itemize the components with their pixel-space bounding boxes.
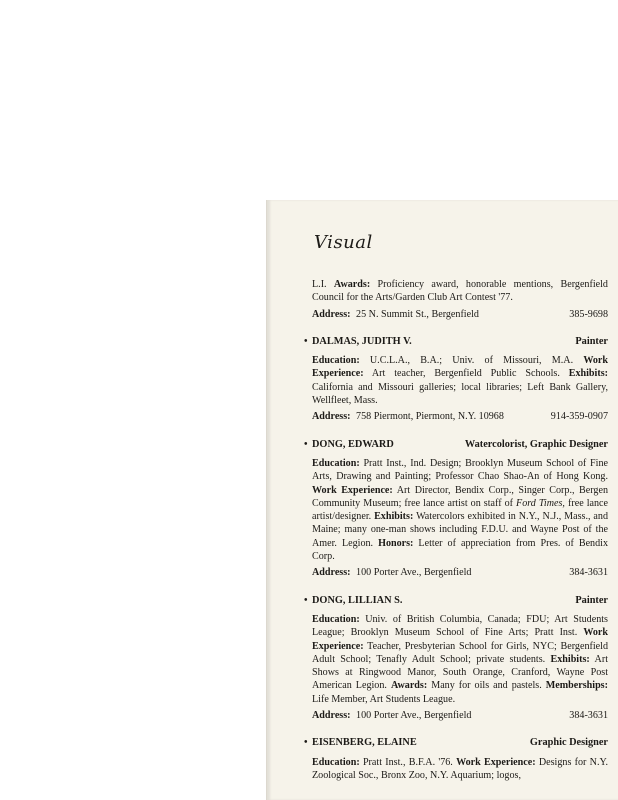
entry-role: Watercolorist, Graphic Designer xyxy=(464,438,608,450)
entry-header xyxy=(304,438,608,451)
entry-name-text: DONG, EDWARD xyxy=(312,438,394,450)
entry-description xyxy=(312,457,608,563)
entry-name xyxy=(304,335,412,348)
phone-number: 914-359-0907 xyxy=(550,411,608,423)
page-content xyxy=(304,278,609,782)
field-text: Designs for N.Y. Zoological Soc., Bronx Zoo, N.Y. Aquarium; logos, xyxy=(312,756,608,781)
address-value: 100 Porter Ave., Bergenfield xyxy=(353,710,472,722)
entry-header xyxy=(304,335,608,348)
field-text: Pratt Inst., B.F.A. '76. xyxy=(359,756,457,768)
intro-block xyxy=(312,278,608,321)
entry-description xyxy=(312,756,608,783)
phone-number: 385-9698 xyxy=(569,308,608,320)
section-title: Visual xyxy=(314,232,373,253)
field-label: Education: xyxy=(312,613,360,625)
field-text: Watercolors exhibited in N.Y., N.J., Mass., and Maine; many one-man shows including F.D.U. and Wayne Post of the Amer. Legion. xyxy=(312,511,608,549)
phone-number: 384-3631 xyxy=(569,710,608,722)
field-text: Pratt Inst., Ind. Design; Brooklyn Museum School of Fine Arts, Drawing and Painting; Professor Chao Shao-An of Hong Kong. xyxy=(312,457,608,483)
address-label: Address: xyxy=(312,710,351,722)
field-text: Univ. of British Columbia, Canada; FDU; Art Students League; Brooklyn Museum School of Fine Arts; Pratt Inst. xyxy=(312,613,608,639)
field-label: Awards: xyxy=(390,680,428,692)
entry-address-line xyxy=(312,709,608,722)
field-text: Letter of appreciation from Pres. of Bendix Corp. xyxy=(312,537,608,563)
field-text: free lance artist/designer. xyxy=(312,497,609,523)
field-text: Art Shows at Ringwood Manor, South Orange, Cranford, Wayne Post American Legion. xyxy=(312,653,608,692)
field-label: Memberships: xyxy=(545,680,608,692)
address-label: Address: xyxy=(312,308,351,320)
entry-name-text: EISENBERG, ELAINE xyxy=(312,737,417,749)
entry-role: Painter xyxy=(575,335,608,347)
field-text: L.I. xyxy=(312,279,334,290)
address-value: 25 N. Summit St., Bergenfield xyxy=(356,308,479,320)
field-text: Art teacher, Bergenfield Public Schools. xyxy=(363,368,569,380)
intro-paragraph xyxy=(312,278,608,305)
entry-address-line xyxy=(312,566,608,579)
field-text: Proficiency award, honorable mentions, Bergenfield Council for the Arts/Garden Club Art Contest '77. xyxy=(312,279,608,304)
field-label: Education: xyxy=(312,457,360,469)
directory-entry xyxy=(304,335,608,424)
entry-name-text: DALMAS, JUDITH V. xyxy=(312,335,412,347)
entry-role: Graphic Designer xyxy=(529,737,608,749)
italic-title: Ford Times, xyxy=(516,497,565,509)
field-text: Teacher, Presbyterian School for Girls, NYC; Bergenfield Adult School; Tenafly Adult School; private students. xyxy=(312,640,608,665)
field-text: U.C.L.A., B.A.; Univ. of Missouri, M.A. xyxy=(359,355,584,367)
entries-list xyxy=(304,335,609,782)
entry-name xyxy=(304,736,417,749)
bullet-icon: • xyxy=(304,335,308,347)
entry-description xyxy=(312,354,608,407)
directory-entry xyxy=(304,438,609,580)
entry-header xyxy=(304,736,608,749)
entry-name xyxy=(304,438,394,451)
bullet-icon: • xyxy=(304,737,308,749)
entry-header xyxy=(304,594,608,607)
field-label: Work Experience: xyxy=(312,627,608,652)
field-text: Art Director, Bendix Corp., Singer Corp., Bergen Community Museum; free lance artist on staff of xyxy=(312,484,608,509)
phone-number: 384-3631 xyxy=(569,567,608,579)
address-text xyxy=(312,410,504,423)
field-label: Work Experience: xyxy=(456,756,536,768)
field-text: Life Member, Art Students League. xyxy=(312,693,456,705)
field-label: Awards: xyxy=(333,279,371,290)
field-label: Exhibits: xyxy=(374,511,414,523)
entry-name xyxy=(304,594,403,607)
address-text xyxy=(312,709,471,722)
directory-entry xyxy=(304,594,608,723)
field-label: Education: xyxy=(312,355,360,367)
field-label: Work Experience: xyxy=(312,355,608,380)
field-label: Work Experience: xyxy=(312,484,393,496)
address-value: 100 Porter Ave., Bergenfield xyxy=(353,567,472,579)
field-text: California and Missouri galleries; local libraries; Left Bank Gallery, Wellfleet, Mass. xyxy=(312,381,608,407)
field-label: Education: xyxy=(312,756,360,768)
bullet-icon: • xyxy=(304,594,308,606)
directory-entry xyxy=(304,736,608,782)
address-label: Address: xyxy=(312,411,351,423)
entry-address-line xyxy=(312,410,608,423)
field-label: Exhibits: xyxy=(550,653,590,665)
field-text: Many for oils and pastels. xyxy=(427,680,546,692)
field-label: Honors: xyxy=(378,537,414,549)
entry-name-text: DONG, LILLIAN S. xyxy=(312,594,403,606)
address-label: Address: xyxy=(312,567,351,579)
address-value: 758 Piermont, Piermont, N.Y. 10968 xyxy=(353,411,504,423)
document-page xyxy=(268,200,618,800)
field-label: Exhibits: xyxy=(568,368,608,380)
intro-address-line xyxy=(312,308,608,321)
address-text xyxy=(312,566,471,579)
entry-role: Painter xyxy=(575,594,608,606)
bullet-icon: • xyxy=(304,438,308,450)
entry-description xyxy=(312,613,608,706)
address-text xyxy=(312,308,479,321)
